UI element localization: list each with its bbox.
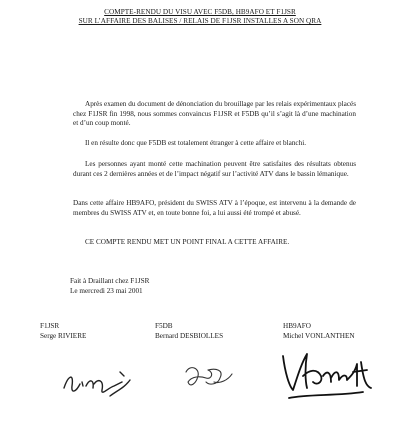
place-line: Fait à Draillant chez F1JSR [70, 277, 150, 285]
signatory-f1jsr [40, 322, 86, 341]
paragraph-hb9afo: Dans cette affaire HB9AFO, président du SWISS ATV à l’époque, est intervenu à la demande de membres du SWISS ATV et, en toute bonne foi, a lui aussi été trompé et abusé. [73, 199, 356, 217]
paragraph-examination: Après examen du document de dénonciation du brouillage par les relais expérimentaux placés chez F1JSR fin 1998, nous sommes convaincus F1JSR et F5DB qu’il s’agit là d’une machination et d’un coup monté. [73, 100, 356, 128]
place-and-date [70, 277, 149, 296]
signatory-hb9afo [283, 322, 355, 341]
signature-f1jsr [60, 368, 140, 398]
signatory-callsign: HB9AFO [283, 322, 311, 330]
date-line: Le mercredi 23 mai 2001 [70, 286, 143, 295]
paragraph-final-point: CE COMPTE RENDU MET UN POINT FINAL A CETTE AFFAIRE. [85, 238, 290, 246]
signatory-f5db [155, 322, 223, 341]
signatory-name: Bernard DESBIOLLES [155, 331, 224, 340]
document-title-line-2: SUR L’AFFAIRE DES BALISES / RELAIS DE F1JSR INSTALLES A SON QRA [78, 17, 322, 25]
signatory-callsign: F5DB [155, 322, 173, 330]
signature-f5db [178, 362, 238, 392]
paragraph-consequences: Les personnes ayant monté cette machination peuvent être satisfaites des résultats obtenus durant ces 2 dernières années et de l’impact négatif sur l’activité ATV dans le bassin lémanique. [73, 160, 356, 178]
paragraph-conclusion: Il en résulte donc que F5DB est totalement étranger à cette affaire et blanchi. [85, 139, 306, 147]
signatory-callsign: F1JSR [40, 322, 60, 330]
signatory-name: Serge RIVIERE [40, 331, 87, 340]
signature-hb9afo [277, 346, 377, 406]
signatory-name: Michel VONLANTHEN [283, 331, 355, 340]
document-title-line-1: COMPTE-RENDU DU VISU AVEC F5DB, HB9AFO ET F1JSR [104, 8, 296, 16]
